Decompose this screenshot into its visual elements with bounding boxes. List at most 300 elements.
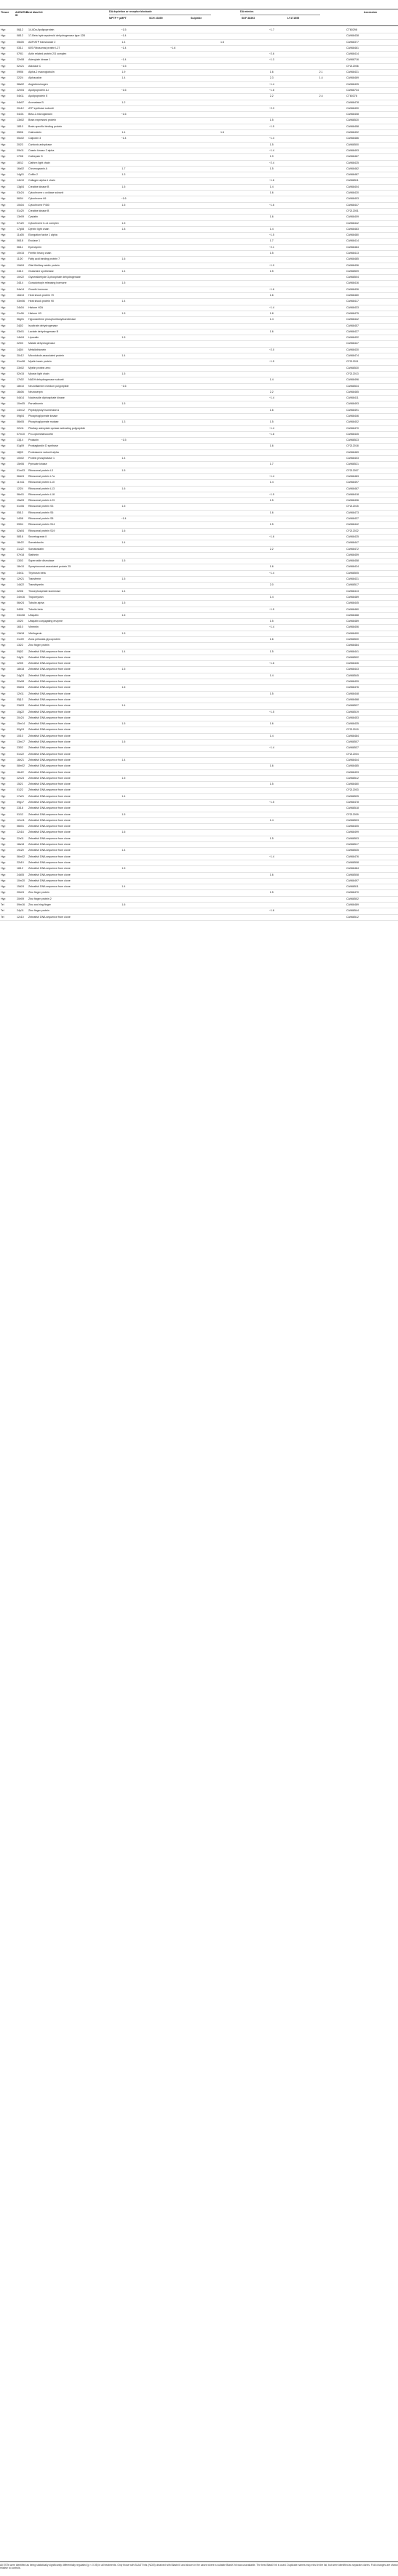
table-row <box>0 878 398 884</box>
cell-blast-hit: Ribosomal protein L23 <box>28 499 55 503</box>
cell-blast-hit: Myelin basic protein <box>28 360 52 364</box>
cell-quin <box>296 800 346 806</box>
cell-aurat-id: 16c22 <box>17 770 24 774</box>
cell-aurat-id: 20c24 <box>17 716 24 719</box>
cell-quin <box>296 425 346 431</box>
cell-skf <box>247 172 296 178</box>
cell-sulpiride <box>198 377 247 383</box>
cell-sulpiride <box>198 87 247 93</box>
cell-accession: CA968405 <box>346 825 359 828</box>
cell-skf: −1.6 <box>268 535 274 538</box>
cell-mptp: −1.5 <box>121 28 127 31</box>
cell-sulpiride <box>198 661 247 667</box>
cell-sulpiride <box>198 124 247 129</box>
cell-sch <box>148 220 198 226</box>
cell-quin <box>296 202 346 208</box>
table-row <box>0 281 398 287</box>
cell-sulpiride <box>198 263 247 268</box>
cell-aurat-id: 06e24 <box>17 601 24 605</box>
cell-aurat-id: 17i08 <box>17 155 23 159</box>
cell-quin <box>296 244 346 250</box>
cell-aurat-id: 22a08 <box>17 680 24 684</box>
cell-tissue: Hyp <box>1 161 6 164</box>
cell-aurat-id: 10l10 <box>17 734 23 737</box>
cell-aurat-id: 04d14 <box>17 396 24 400</box>
cell-tissue: Hyp <box>1 415 6 417</box>
cell-mptp: 1.4 <box>122 541 126 545</box>
cell-sch <box>148 793 198 799</box>
cell-sch <box>148 510 198 516</box>
cell-blast-hit: Calmodulin <box>28 131 41 135</box>
table-row <box>0 462 398 468</box>
cell-aurat-id: 12l05 <box>17 662 23 665</box>
cell-quin <box>296 817 346 823</box>
cell-skf: −1.4 <box>268 82 274 86</box>
table-row <box>0 275 398 281</box>
cell-quin <box>296 709 346 715</box>
cell-blast-hit: Zebrafish DNA sequence from clone <box>28 668 71 671</box>
cell-sulpiride <box>198 884 247 890</box>
cell-sch <box>148 323 198 329</box>
cell-mptp: −1.4 <box>121 58 127 62</box>
cell-tissue: Hyp <box>1 342 6 345</box>
cell-aurat-id: 24l14 <box>17 281 23 285</box>
cell-quin <box>296 305 346 311</box>
cell-blast-hit: Zinc finger protein <box>28 891 49 895</box>
cell-quin <box>296 559 346 564</box>
cell-mptp: 1.5 <box>122 203 126 207</box>
cell-mptp <box>99 359 148 365</box>
cell-quin <box>296 824 346 830</box>
cell-quin <box>296 583 346 588</box>
cell-quin <box>296 191 346 196</box>
cell-blast-hit: Zinc finger protein <box>28 909 49 913</box>
cell-sulpiride <box>198 480 247 486</box>
cell-skf: −2.4 <box>268 161 274 164</box>
cell-skf <box>247 769 296 775</box>
cell-sch <box>148 903 198 908</box>
cell-mptp <box>99 764 148 769</box>
cell-mptp: 1.5 <box>122 468 126 472</box>
cell-accession: CA968499 <box>346 831 359 834</box>
cell-mptp <box>99 492 148 497</box>
cell-aurat-id: 04f06 <box>17 607 23 611</box>
cell-tissue: Hyp <box>1 239 6 243</box>
cell-skf: 1.6 <box>269 637 274 641</box>
cell-blast-hit: Growth hormone <box>28 287 48 291</box>
cell-quin <box>296 588 346 594</box>
cell-mptp <box>99 733 148 739</box>
cell-mptp <box>99 890 148 896</box>
cell-sulpiride <box>198 751 247 757</box>
cell-quin <box>296 371 346 377</box>
cell-tissue: Hyp <box>1 324 6 327</box>
cell-aurat-id: 17a21 <box>17 794 24 798</box>
table-row <box>0 510 398 516</box>
cell-sulpiride <box>198 848 247 854</box>
cell-sulpiride <box>198 655 247 660</box>
cell-mptp <box>99 546 148 552</box>
cell-mptp: 1.4 <box>122 457 126 460</box>
cell-quin <box>296 130 346 136</box>
cell-skf <box>247 884 296 890</box>
cell-accession: CA968462 <box>346 167 359 170</box>
table-row <box>0 685 398 691</box>
table-row <box>0 486 398 492</box>
table-row <box>0 389 398 395</box>
cell-blast-hit: Tubulin beta <box>28 607 43 611</box>
cell-mptp <box>99 782 148 788</box>
cell-tissue: Hyp <box>1 692 6 695</box>
cell-aurat-id: 01f12 <box>17 812 23 816</box>
cell-mptp: 1.4 <box>122 300 126 303</box>
table-row <box>0 244 398 250</box>
cell-tissue: Hyp <box>1 82 6 86</box>
table-row <box>0 341 398 347</box>
cell-skf <box>247 486 296 492</box>
cell-skf: 1.5 <box>269 649 274 653</box>
cell-skf: −1.4 <box>268 426 274 430</box>
cell-blast-hit: Ribosomal protein S3 <box>28 505 54 508</box>
cell-sch <box>148 202 198 208</box>
cell-sch <box>148 860 198 865</box>
cell-blast-hit: Gonadotropin releasing hormone <box>28 281 67 285</box>
cell-mptp <box>99 389 148 395</box>
table-row <box>0 914 398 920</box>
cell-accession: CA968484 <box>346 734 359 737</box>
table-row <box>0 220 398 226</box>
cell-aurat-id: 12h11 <box>17 692 24 695</box>
cell-accession: CA968503 <box>346 818 359 822</box>
cell-quin <box>296 890 346 896</box>
cell-sulpiride <box>198 896 247 902</box>
cell-skf <box>247 860 296 865</box>
cell-skf: 1.4 <box>269 673 274 677</box>
cell-accession: CA968468 <box>346 697 359 701</box>
cell-accession: CA968489 <box>346 620 359 623</box>
cell-mptp <box>99 643 148 649</box>
cell-accession: CA968466 <box>346 137 359 140</box>
cell-sulpiride <box>198 528 247 534</box>
cell-sulpiride <box>198 178 247 184</box>
table-row <box>0 45 398 51</box>
cell-skf <box>247 577 296 583</box>
cell-aurat-id: 01n06 <box>17 505 24 508</box>
cell-blast-hit: Zebrafish DNA sequence from clone <box>28 752 71 756</box>
cell-mptp <box>99 788 148 793</box>
table-row <box>0 636 398 642</box>
cell-aurat-id: 06e01 <box>17 492 24 496</box>
cell-sulpiride <box>198 836 247 841</box>
cell-accession: CA968430 <box>346 348 359 351</box>
cell-sch <box>148 341 198 347</box>
cell-accession: CA968447 <box>346 203 359 207</box>
cell-sch <box>148 105 198 111</box>
cell-quin <box>296 812 346 817</box>
cell-blast-hit: Zona pellucida glycoprotein <box>28 637 60 641</box>
table-row <box>0 649 398 655</box>
cell-sulpiride <box>198 172 247 178</box>
cell-sulpiride <box>198 679 247 685</box>
cell-aurat-id: 15m14 <box>17 722 25 726</box>
cell-skf <box>247 516 296 522</box>
table-row <box>0 534 398 540</box>
cell-blast-hit: Neurofilament medium polypeptide <box>28 384 69 388</box>
cell-tissue: Hyp <box>1 487 6 490</box>
cell-blast-hit: Glial fibrillary acidic protein <box>28 263 60 267</box>
cell-accession: CA968534 <box>346 384 359 388</box>
cell-aurat-id: 24m16 <box>17 595 25 599</box>
cell-skf: −1.5 <box>268 607 274 611</box>
cell-blast-hit: Creatine kinase B <box>28 185 49 188</box>
cell-skf <box>247 438 296 444</box>
table-row <box>0 673 398 679</box>
cell-skf <box>247 208 296 214</box>
cell-blast-hit: Zebrafish DNA sequence from clone <box>28 873 71 876</box>
cell-mptp: 1.9 <box>122 71 126 74</box>
cell-tissue: Hyp <box>1 637 6 641</box>
cell-sulpiride <box>198 691 247 697</box>
cell-accession: CA968521 <box>346 463 359 466</box>
cell-aurat-id: 09m16 <box>17 903 25 907</box>
cell-sch <box>148 444 198 449</box>
cell-accession: CA968511 <box>346 179 359 183</box>
cell-sulpiride <box>198 721 247 727</box>
cell-aurat-id: 14l08 <box>17 517 23 521</box>
cell-accession: CA968460 <box>346 607 359 611</box>
cell-skf <box>247 299 296 305</box>
cell-sulpiride <box>198 510 247 516</box>
cell-sch <box>148 124 198 129</box>
table-row <box>0 812 398 817</box>
table-row <box>0 697 398 703</box>
table-row <box>0 70 398 76</box>
cell-sulpiride <box>198 166 247 172</box>
cell-aurat-id: 22h04 <box>17 88 24 92</box>
cell-quin <box>296 172 346 178</box>
cell-tissue: Hyp <box>1 601 6 605</box>
cell-sulpiride <box>198 516 247 522</box>
cell-tissue: Hyp <box>1 644 6 647</box>
cell-mptp <box>99 94 148 100</box>
cell-quin <box>296 184 346 190</box>
cell-skf <box>247 335 296 341</box>
cell-skf: 1.4 <box>269 378 274 382</box>
cell-quin <box>296 806 346 812</box>
cell-sulpiride <box>198 872 247 878</box>
table-row <box>0 564 398 570</box>
cell-skf: −1.6 <box>268 203 274 207</box>
cell-aurat-id: 24i13 <box>17 269 23 273</box>
cell-blast-hit: Zebrafish DNA sequence from clone <box>28 704 71 708</box>
cell-quin <box>296 365 346 371</box>
cell-quin <box>296 643 346 649</box>
cell-sulpiride <box>198 625 247 631</box>
table-row <box>0 371 398 377</box>
cell-aurat-id: 17g08 <box>17 227 24 231</box>
cell-blast-hit: Zebrafish DNA sequence from clone <box>28 783 71 786</box>
cell-sulpiride <box>198 697 247 703</box>
cell-mptp: 1.5 <box>122 336 126 340</box>
cell-quin <box>296 757 346 763</box>
cell-accession: CA968478 <box>346 801 359 804</box>
cell-skf: 2.0 <box>269 583 274 587</box>
cell-sulpiride <box>198 601 247 607</box>
table-row <box>0 764 398 769</box>
cell-aurat-id: 15i21 <box>17 783 23 786</box>
cell-aurat-id: 05j13 <box>17 697 23 701</box>
cell-aurat-id: 24d05 <box>17 873 24 876</box>
cell-skf <box>247 588 296 594</box>
cell-accession: CA968427 <box>346 329 359 333</box>
cell-sulpiride <box>198 559 247 564</box>
cell-aurat-id: 09h11 <box>17 148 24 152</box>
cell-blast-hit: Zebrafish DNA sequence from clone <box>28 885 71 889</box>
cell-quin <box>296 848 346 854</box>
cell-tissue: Hyp <box>1 565 6 569</box>
cell-quin <box>296 208 346 214</box>
cell-blast-hit: Pituitary adenylate cyclase activating polypeptide <box>28 426 86 430</box>
cell-mptp <box>99 836 148 841</box>
cell-tissue: Hyp <box>1 52 6 56</box>
cell-skf <box>247 281 296 287</box>
cell-skf: −1.6 <box>268 662 274 665</box>
cell-accession: CA968402 <box>346 420 359 424</box>
cell-mptp: 1.5 <box>122 505 126 508</box>
cell-sulpiride <box>198 643 247 649</box>
cell-blast-hit: Zebrafish DNA sequence from clone <box>28 655 71 659</box>
cell-tissue: Hyp <box>1 831 6 834</box>
cell-quin <box>296 160 346 166</box>
cell-tissue: Hyp <box>1 770 6 774</box>
cell-blast-hit: Ribosomal protein L7a <box>28 474 55 478</box>
cell-skf: 1.5 <box>269 836 274 840</box>
cell-skf: 1.6 <box>269 873 274 876</box>
table-row <box>0 800 398 806</box>
cell-blast-hit: Somatolactin <box>28 541 44 545</box>
cell-skf: 1.6 <box>269 565 274 569</box>
cell-aurat-id: 11a05 <box>17 233 24 237</box>
cell-sulpiride <box>198 371 247 377</box>
cell-skf <box>247 559 296 564</box>
cell-accession: CA968409 <box>346 215 359 219</box>
cell-accession: CF212007 <box>346 468 359 472</box>
cell-aurat-id: 05l13 <box>17 511 23 514</box>
table-row <box>0 661 398 667</box>
cell-aurat-id: 20b24 <box>17 891 24 895</box>
cell-accession: CA968512 <box>346 915 359 919</box>
cell-sch <box>148 100 198 105</box>
table-row <box>0 449 398 455</box>
cell-sulpiride <box>198 594 247 600</box>
cell-skf: −1.4 <box>268 137 274 140</box>
cell-tissue: Hyp <box>1 257 6 261</box>
cell-aurat-id: 18c22 <box>17 541 24 545</box>
cell-mptp <box>99 317 148 323</box>
cell-blast-hit: Zinc finger protein <box>28 644 49 647</box>
cell-accession: CA968497 <box>346 481 359 484</box>
table-row <box>0 311 398 316</box>
cell-quin <box>296 299 346 305</box>
cell-blast-hit: Zebrafish DNA sequence from clone <box>28 807 71 810</box>
cell-sch <box>148 281 198 287</box>
cell-mptp: −1.5 <box>121 439 127 442</box>
cell-blast-hit: Stathmin <box>28 553 39 556</box>
cell-quin <box>296 655 346 660</box>
cell-accession: CA968441 <box>346 649 359 653</box>
cell-quin <box>296 396 346 401</box>
cell-sulpiride <box>198 486 247 492</box>
cell-tissue: Hyp <box>1 227 6 231</box>
cell-tissue: Hyp <box>1 463 6 466</box>
cell-tissue: Hyp <box>1 276 6 279</box>
cell-accession: CA968408 <box>346 113 359 116</box>
cell-blast-hit: Ependymin <box>28 245 41 249</box>
cell-sch <box>148 540 198 546</box>
cell-sch <box>148 583 198 588</box>
cell-accession: CA968418 <box>346 492 359 496</box>
cell-quin <box>296 522 346 528</box>
cell-sch <box>148 848 198 854</box>
cell-mptp: −1.6 <box>121 113 127 116</box>
cell-skf <box>247 601 296 607</box>
cell-sch <box>148 420 198 425</box>
cell-aurat-id: 02g24 <box>17 728 24 732</box>
cell-quin <box>296 769 346 775</box>
cell-aurat-id: 21c22 <box>17 547 24 551</box>
cell-skf <box>247 365 296 371</box>
cell-quin <box>296 39 346 45</box>
cell-accession: CA968492 <box>346 131 359 135</box>
cell-accession: CA968431 <box>346 71 359 74</box>
cell-tissue: Hyp <box>1 783 6 786</box>
cell-tissue: Hyp <box>1 620 6 623</box>
cell-tissue: Hyp <box>1 221 6 225</box>
cell-skf <box>247 775 296 781</box>
cell-accession: CF212013 <box>346 372 359 375</box>
cell-quin <box>296 401 346 407</box>
cell-sulpiride <box>198 769 247 775</box>
table-row <box>0 166 398 172</box>
cell-blast-hit: Vitellogenin <box>28 631 42 635</box>
cell-skf <box>247 751 296 757</box>
cell-sulpiride <box>198 444 247 449</box>
cell-sulpiride <box>198 570 247 576</box>
cell-tissue: Hyp <box>1 649 6 653</box>
cell-accession: CA968469 <box>346 76 359 80</box>
cell-tissue: Hyp <box>1 752 6 756</box>
cell-blast-hit: Heat shock protein 90 <box>28 300 54 303</box>
cell-skf <box>247 878 296 884</box>
cell-accession: CA968734 <box>346 88 359 92</box>
cell-sch <box>148 191 198 196</box>
cell-skf: −1.6 <box>268 179 274 183</box>
header-aurat-id: AURATUS ID <box>15 11 28 17</box>
cell-sulpiride <box>198 854 247 860</box>
cell-mptp <box>99 498 148 504</box>
cell-blast-hit: Histone H3 <box>28 311 41 315</box>
cell-skf <box>247 540 296 546</box>
cell-accession: CA968458 <box>346 124 359 128</box>
cell-skf <box>247 715 296 721</box>
cell-blast-hit: Thymosin beta <box>28 571 46 575</box>
cell-skf: 1.7 <box>269 239 274 243</box>
cell-mptp <box>99 673 148 679</box>
cell-skf <box>247 504 296 510</box>
cell-quin <box>296 118 346 124</box>
cell-blast-hit: Hypoxanthine phosphoribosyltransferase <box>28 318 76 321</box>
cell-aurat-id: 10e22 <box>17 276 24 279</box>
